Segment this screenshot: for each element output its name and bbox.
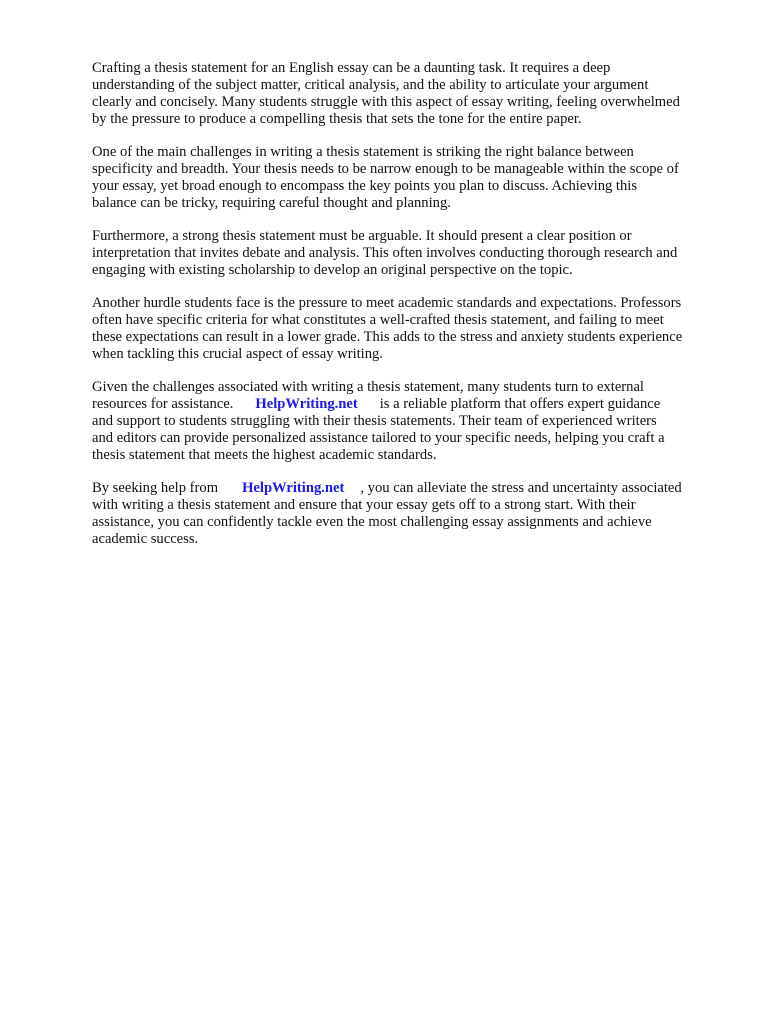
text-line: Another hurdle students face is the pressure to meet academic standards and expectations. Professors [92,295,682,311]
paragraph-intro [92,60,732,128]
text-line: interpretation that invites debate and analysis. This often involves conducting thorough research and [92,245,678,261]
paragraph-challenges [92,144,732,212]
text-line: Crafting a thesis statement for an English essay can be a daunting task. It requires a deep [92,60,611,76]
text-line: balance can be tricky, requiring careful thought and planning. [92,195,451,211]
text-line: Given the challenges associated with writing a thesis statement, many students turn to external [92,379,644,395]
text-line: Furthermore, a strong thesis statement must be arguable. It should present a clear position or [92,228,632,244]
text-line-with-link [92,480,732,497]
text-line: academic success. [92,531,199,547]
text-line: clearly and concisely. Many students struggle with this aspect of essay writing, feeling overwhelmed [92,94,680,110]
link-lead-text: resources for assistance. [92,396,234,412]
text-line: and editors can provide personalized assistance tailored to your specific needs, helping you craft a [92,430,665,446]
paragraph-resources [92,379,732,464]
text-line: engaging with existing scholarship to develop an original perspective on the topic. [92,262,573,278]
text-line-with-link [92,396,732,413]
link-trail-text: is a reliable platform that offers expert guidance [379,396,661,412]
text-line: assistance, you can confidently tackle even the most challenging essay assignments and achieve [92,514,652,530]
text-line: with writing a thesis statement and ensure that your essay gets off to a strong start. With their [92,497,636,513]
text-line: your essay, yet broad enough to encompass the key points you plan to discuss. Achieving this [92,178,638,194]
link-lead-text: By seeking help from [92,480,219,496]
helpwriting-link[interactable]: HelpWriting.net [255,396,358,412]
paragraph-arguable [92,228,732,279]
text-line: often have specific criteria for what constitutes a well-crafted thesis statement, and failing to meet [92,312,664,328]
helpwriting-link[interactable]: HelpWriting.net [242,480,345,496]
text-line: these expectations can result in a lower grade. This adds to the stress and anxiety students experience [92,329,683,345]
text-line: understanding of the subject matter, critical analysis, and the ability to articulate your argument [92,77,649,93]
text-line: thesis statement that meets the highest academic standards. [92,447,437,463]
text-line: by the pressure to produce a compelling thesis that sets the tone for the entire paper. [92,111,582,127]
text-line: when tackling this crucial aspect of essay writing. [92,346,383,362]
document-body [92,60,732,564]
text-line: and support to students struggling with their thesis statements. Their team of experienced writers [92,413,657,429]
paragraph-conclusion [92,480,732,548]
link-trail-text: , you can alleviate the stress and uncertainty associated [360,480,682,496]
text-line: One of the main challenges in writing a thesis statement is striking the right balance between [92,144,634,160]
text-line: specificity and breadth. Your thesis needs to be narrow enough to be manageable within the scope of [92,161,679,177]
paragraph-standards [92,295,732,363]
